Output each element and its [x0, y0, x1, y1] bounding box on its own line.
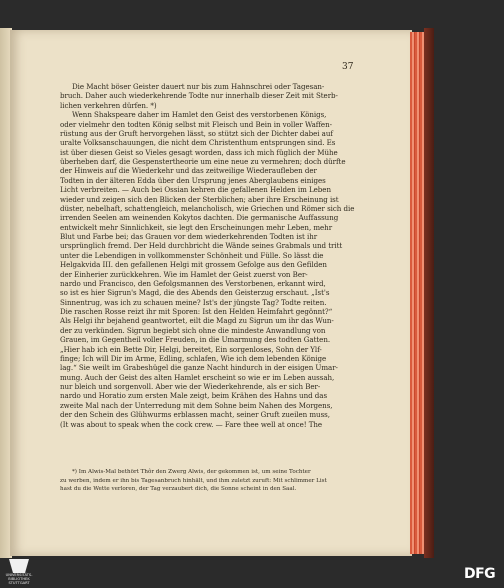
text-line: Die Macht böser Geister dauert nur bis zum Hahnschrei oder Tagesan- — [72, 82, 325, 91]
text-line: nur bleich und sorgenvoll. Aber wie der Wiederkehrende, als er sich Ber- — [60, 382, 321, 391]
text-line: düster, nebelhaft, schattengleich, melancholisch, wie Griechen und Römer sich die — [60, 203, 355, 213]
text-line: nardo und Francisco, den Gefolgsmannen des Verstorbenen, erkannt wird, — [60, 278, 326, 288]
library-logo-icon — [9, 559, 29, 573]
text-line: Als Helgi ihr bejahend geantwortet, eilt die Magd zu Sigrun um ihr das Wun- — [60, 316, 334, 326]
text-line: wieder und zeigen sich den Blicken der Sterblichen; aber ihre Erscheinung ist — [60, 194, 339, 204]
text-line: der den Schein des Glühwurms erblassen macht, seiner Gruft zueilen muss, — [60, 410, 330, 420]
text-line: Die raschen Rosse reizt ihr mit Sporen: Ist den Helden Heimfahrt gegönnt?“ — [60, 307, 333, 316]
text-line: unter die Lebendigen in vollkommenster Schönheit und Fülle. So lässt die — [60, 250, 324, 260]
text-line: lag.“ Sie weilt im Grabeshügel die ganze Nacht hindurch in der eisigen Umar- — [60, 363, 338, 373]
text-line: mung. Auch der Geist des alten Hamlet erscheint so wie er im Leben aussah, — [60, 372, 335, 382]
text-line: Helgakvida III. den gefallenen Helgi mit grossem Gefolge aus den Gefilden — [60, 260, 327, 270]
text-line: zweite Mal nach der Unterredung mit dem Sohne beim Nahen des Morgens, — [60, 400, 333, 410]
text-line: nardo und Horatio zum ersten Male zeigt, beim Krähen des Hahns und das — [60, 391, 328, 401]
library-caption: UNIVERSITÄTS-BIBLIOTHEK STUTTGART — [5, 573, 33, 585]
text-line: rüstung aus der Gruft hervorgehen lässt, so stützt sich der Dichter dabei auf — [60, 128, 333, 138]
library-logo — [4, 559, 34, 587]
text-line: der zu verkünden. Sigrun begiebt sich ohne die mindeste Anwandlung von — [60, 325, 326, 335]
text-line: Blut und Farbe bei; das Grauen vor dem wiederkehrenden Todten ist ihr — [60, 232, 318, 241]
text-line: Grauen, im Gegentheil voller Freuden, in die Umarmung des todten Gatten. — [60, 335, 331, 345]
text-line: Todten in der älteren Edda über den Ursprung jenes Aberglaubens einiges — [60, 175, 326, 185]
text-line: uralte Volksanschauungen, die nicht dem Christenthum entsprungen sind. Es — [60, 138, 336, 148]
footnote — [60, 468, 360, 494]
text-line: der Hinweis auf die Wiederkehr und das zeitweilige Wiederaufleben der — [60, 166, 317, 176]
text-line: bruch. Daher auch wiederkehrende Todte nur innerhalb dieser Zeit mit Sterb- — [60, 91, 338, 101]
footnote-line: *) Im Alwis-Mal bethört Thôr den Zwerg Alwis, der gekommen ist, um seine Tochter — [72, 469, 311, 475]
body-text — [60, 82, 360, 429]
footnote-line: hast du die Wette verloren, der Tag verzaubert dich, die Sonne scheint in den Saal. — [60, 486, 297, 493]
text-line: Wenn Shakspeare daher im Hamlet den Geist des verstorbenen Königs, — [72, 110, 327, 120]
text-line: irrenden Seelen am weinenden Kokytos dachten. Die germanische Auffassung — [60, 213, 339, 223]
text-line: oder vielmehr den todten König selbst mit Fleisch und Bein in voller Waffen- — [60, 119, 332, 129]
text-line: überheben darf, die Gespenstertheorie um eine neue zu vermehren; doch dürfte — [60, 157, 346, 166]
text-line: der Einherier zurückkehren. Wie im Hamlet der Geist zuerst von Ber- — [60, 269, 308, 279]
text-line: (It was about to speak when the cock crew. — Fare thee well at once! The — [60, 419, 323, 429]
text-line: ursprünglich fremd. Der Held durchbricht die Wände seines Grabmals und tritt — [60, 241, 343, 251]
text-line: Sinnentrug, was ich zu schauen meine? Ist's der jüngste Tag? Todte reiten. — [60, 297, 327, 307]
text-line: finge; Ich will Dir im Arme, Edling, schlafen, Wie ich dem lebenden Könige — [60, 353, 327, 363]
text-line: ist über diesen Geist so Vieles gesagt worden, dass ich mich füglich der Mühe — [60, 147, 338, 157]
text-line: entwickelt mehr Sinnlichkeit, sie legt den Erscheinungen mehr Leben, mehr — [60, 222, 333, 232]
text-line: „Hier hab ich ein Bette Dir, Helgi, bereitet, Ein sorgenloses, Sohn der Ylf- — [60, 344, 322, 354]
text-line: lichen verkehren dürfen. *) — [60, 100, 157, 110]
text-line: Licht verbreiten. — Auch bei Ossian kehren die gefallenen Helden im Leben — [60, 185, 331, 195]
footnote-line: zu werben, indem er ihn bis Tagesanbruch hinhält, und ihm zuletzt zuruft: Mit schlimmer List — [60, 477, 327, 484]
page-number: 37 — [342, 62, 354, 72]
book-cover-edge — [424, 28, 434, 558]
text-line: so ist es hier Sigrun's Magd, die des Abends den Geisterzug erschaut. „Ist's — [60, 288, 330, 298]
dfg-logo: DFG — [464, 566, 496, 582]
